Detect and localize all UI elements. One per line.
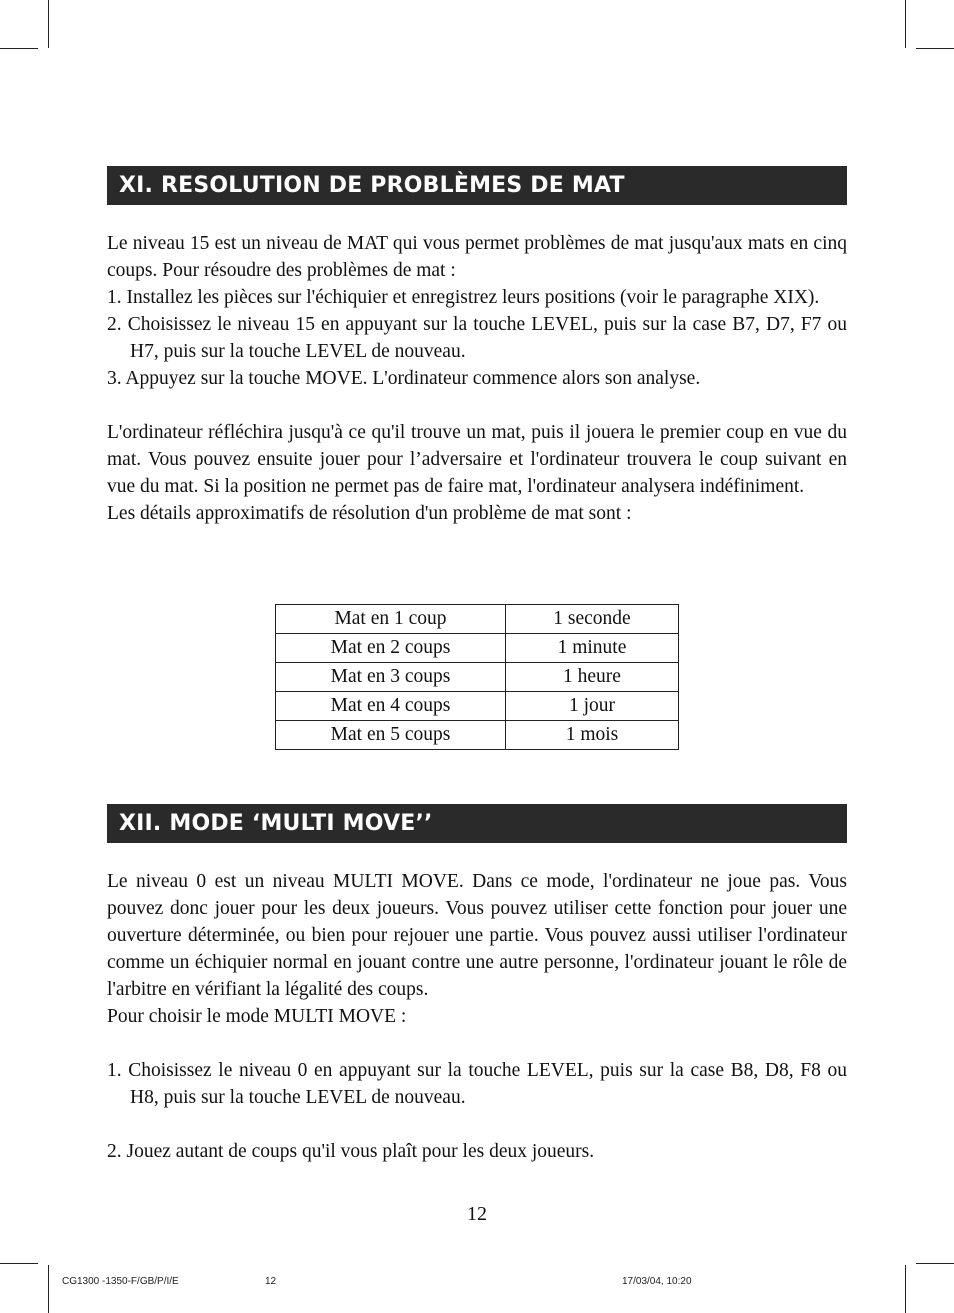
table-cell: 1 mois — [506, 721, 679, 750]
footer-code: CG1300 -1350-F/GB/P/I/E — [62, 1276, 179, 1287]
mate-times-table — [275, 604, 679, 750]
table-cell: Mat en 4 coups — [276, 692, 506, 721]
section-heading-xi: XI. RESOLUTION DE PROBLÈMES DE MAT — [107, 166, 847, 205]
intro-paragraph: Le niveau 15 est un niveau de MAT qui vous permet problèmes de mat jusqu'aux mats en cinq coups. Pour résoudre des problèmes de mat : — [107, 233, 847, 281]
table-intro: Les détails approximatifs de résolution d'un problème de mat sont : — [107, 503, 632, 524]
multi-step-2: 2. Jouez autant de coups qu'il vous plaît pour les deux joueurs. — [107, 1141, 595, 1162]
table-cell: 1 seconde — [506, 605, 679, 634]
table-row — [276, 605, 679, 634]
step-3: 3. Appuyez sur la touche MOVE. L'ordinateur commence alors son analyse. — [107, 368, 701, 389]
table-cell: 1 heure — [506, 663, 679, 692]
crop-mark — [48, 1265, 49, 1313]
footer-date: 17/03/04, 10:20 — [622, 1276, 692, 1287]
table-cell: Mat en 3 coups — [276, 663, 506, 692]
table-cell: Mat en 1 coup — [276, 605, 506, 634]
section-xii-body — [107, 868, 847, 1165]
multi-step-1: 1. Choisissez le niveau 0 en appuyant sur la touche LEVEL, puis sur la case B8, D8, F8 ou H8, puis sur la touche LEVEL de nouveau. — [107, 1060, 847, 1108]
crop-mark — [916, 48, 954, 49]
crop-mark — [0, 1263, 38, 1264]
crop-mark — [916, 1263, 954, 1264]
multi-move-intro: Pour choisir le mode MULTI MOVE : — [107, 1006, 407, 1027]
page-number: 12 — [467, 1203, 487, 1225]
section-heading-xii: XII. MODE ‘MULTI MOVE’’ — [107, 804, 847, 843]
table-cell: 1 minute — [506, 634, 679, 663]
table-row — [276, 721, 679, 750]
table-row — [276, 692, 679, 721]
table-cell: Mat en 5 coups — [276, 721, 506, 750]
table-row — [276, 634, 679, 663]
table-cell: 1 jour — [506, 692, 679, 721]
crop-mark — [905, 1265, 906, 1313]
crop-mark — [48, 0, 49, 48]
table-cell: Mat en 2 coups — [276, 634, 506, 663]
crop-mark — [905, 0, 906, 48]
step-2: 2. Choisissez le niveau 15 en appuyant sur la touche LEVEL, puis sur la case B7, D7, F7 ou H7, puis sur la touche LEVEL de nouveau. — [107, 314, 847, 362]
multi-move-paragraph: Le niveau 0 est un niveau MULTI MOVE. Dans ce mode, l'ordinateur ne joue pas. Vous pouvez donc jouer pour les deux joueurs. Vous pouvez utiliser cette fonction pour jouer une ouverture déterminée, ou bien pour rejouer une partie. Vous pouvez aussi utiliser l'ordinateur comme un échiquier normal en jouant contre une autre personne, l'ordinateur jouant le rôle de l'arbitre en vérifiant la légalité des coups. — [107, 871, 847, 1000]
table-row — [276, 663, 679, 692]
crop-mark — [0, 48, 38, 49]
analysis-paragraph: L'ordinateur réfléchira jusqu'à ce qu'il trouve un mat, puis il jouera le premier coup en vue du mat. Vous pouvez ensuite jouer pour l’adversaire et l'ordinateur trouvera le coup suivant en vue du mat. Si la position ne permet pas de faire mat, l'ordinateur analysera indéfiniment. — [107, 422, 847, 497]
footer-page: 12 — [265, 1276, 277, 1287]
step-1: 1. Installez les pièces sur l'échiquier et enregistrez leurs positions (voir le paragraphe XIX). — [107, 287, 820, 308]
section-xi-body — [107, 230, 847, 527]
